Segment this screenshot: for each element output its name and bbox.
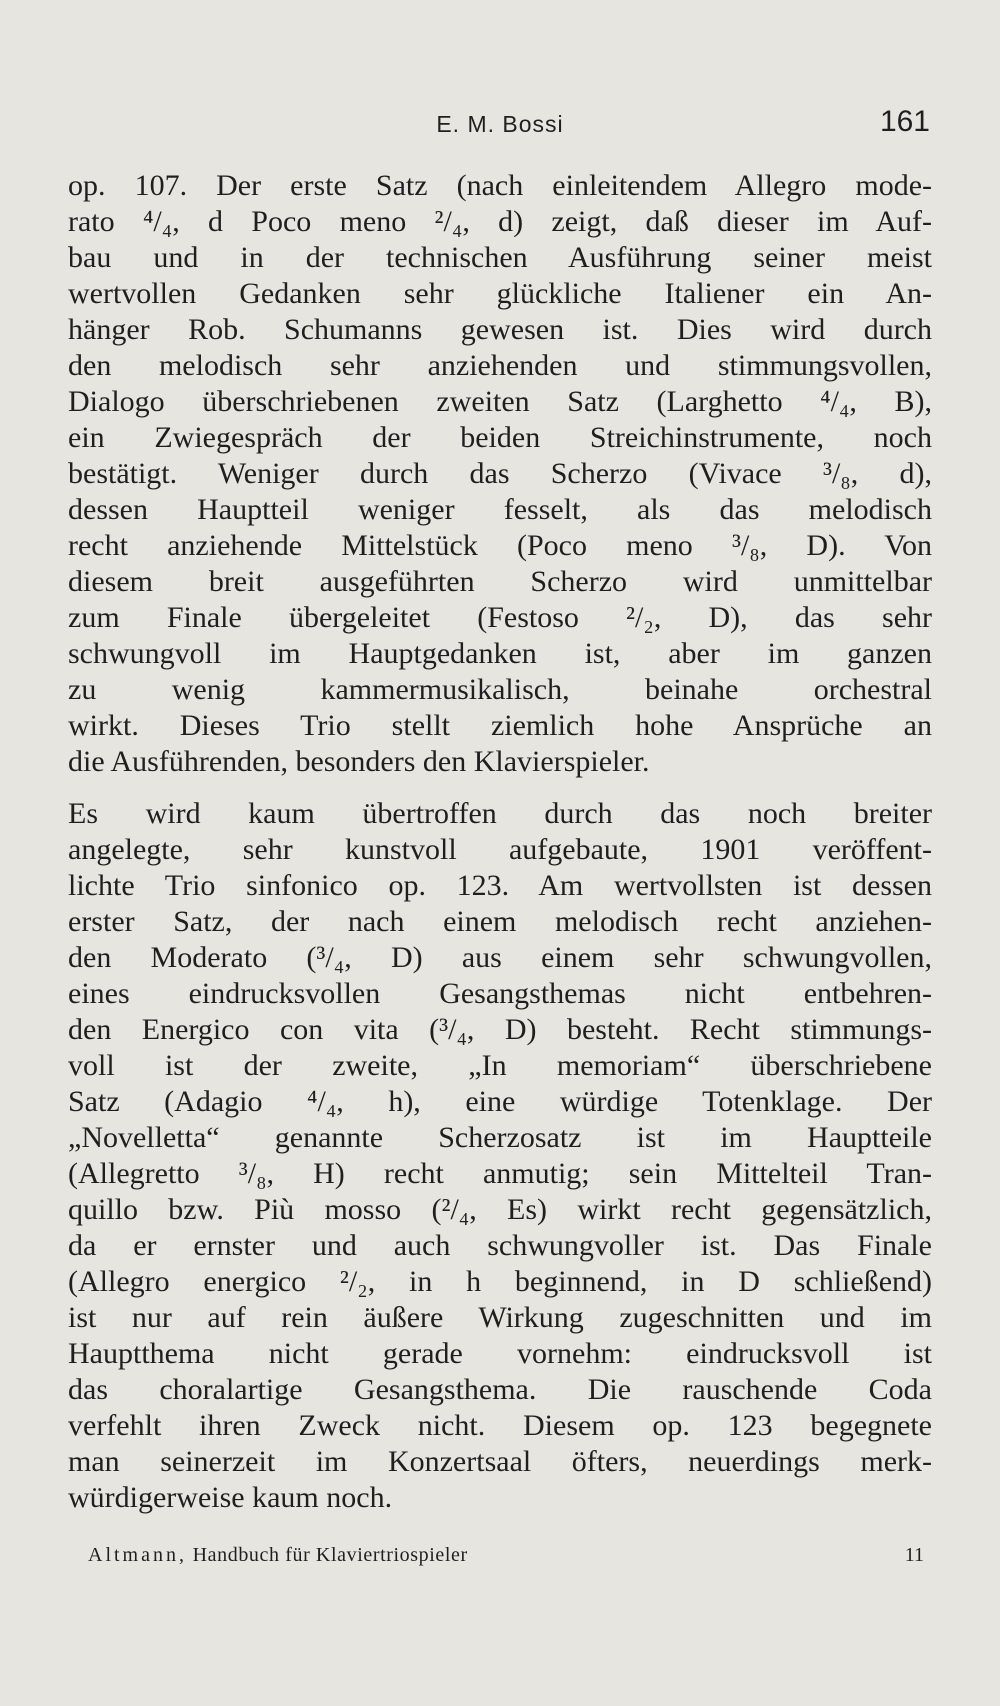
text-line: erster Satz, der nach einem melodisch recht anziehen- — [68, 905, 932, 938]
text-line: lichte Trio sinfonico op. 123. Am wertvollsten ist dessen — [68, 869, 932, 902]
text-line: schwungvoll im Hauptgedanken ist, aber im ganzen — [68, 637, 932, 670]
page-number: 161 — [879, 105, 930, 138]
text-line: (Allegro energico ²/₂, in h beginnend, in D schließend) — [68, 1265, 932, 1298]
text-line: zu wenig kammermusikalisch, beinahe orchestral — [68, 673, 932, 706]
page-footer — [88, 1544, 924, 1574]
signature-mark: 11 — [904, 1544, 924, 1566]
text-line: die Ausführenden, besonders den Klavierspieler. — [68, 745, 650, 778]
text-line: diesem breit ausgeführten Scherzo wird unmittelbar — [68, 565, 932, 598]
text-line: Hauptthema nicht gerade vornehm: eindrucksvoll ist — [68, 1337, 932, 1370]
text-line: eines eindrucksvollen Gesangsthemas nicht entbehren- — [68, 977, 932, 1010]
footer-book-title: Handbuch für Klaviertriospieler — [192, 1544, 468, 1566]
footer-author: Altmann, — [88, 1544, 187, 1566]
text-line: dessen Hauptteil weniger fesselt, als das melodisch — [68, 493, 932, 526]
footer-book-reference — [88, 1544, 468, 1567]
running-head — [68, 105, 932, 145]
text-line: man seinerzeit im Konzertsaal öfters, neuerdings merk- — [68, 1445, 932, 1478]
text-line: da er ernster und auch schwungvoller ist. Das Finale — [68, 1229, 932, 1262]
text-line: Satz (Adagio ⁴/₄, h), eine würdige Totenklage. Der — [68, 1085, 932, 1118]
text-line: zum Finale übergeleitet (Festoso ²/₂, D), das sehr — [68, 601, 932, 634]
text-line: verfehlt ihren Zweck nicht. Diesem op. 123 begegnete — [68, 1409, 932, 1442]
text-line: quillo bzw. Più mosso (²/₄, Es) wirkt recht gegensätzlich, — [68, 1193, 932, 1226]
text-line: bestätigt. Weniger durch das Scherzo (Vivace ³/₈, d), — [68, 457, 932, 490]
text-line: den Moderato (³/₄, D) aus einem sehr schwungvollen, — [68, 941, 932, 974]
paragraph-gap — [68, 780, 932, 796]
text-line: das choralartige Gesangsthema. Die rauschende Coda — [68, 1373, 932, 1406]
text-line: bau und in der technischen Ausführung seiner meist — [68, 241, 932, 274]
text-line: op. 107. Der erste Satz (nach einleitendem Allegro mode- — [68, 169, 932, 202]
text-line: angelegte, sehr kunstvoll aufgebaute, 1901 veröffent- — [68, 833, 932, 866]
text-line: recht anziehende Mittelstück (Poco meno ³/₈, D). Von — [68, 529, 932, 562]
text-line: den melodisch sehr anziehenden und stimmungsvollen, — [68, 349, 932, 382]
text-line: (Allegretto ³/₈, H) recht anmutig; sein Mittelteil Tran- — [68, 1157, 932, 1190]
text-line: den Energico con vita (³/₄, D) besteht. Recht stimmungs- — [68, 1013, 932, 1046]
text-line: rato ⁴/₄, d Poco meno ²/₄, d) zeigt, daß dieser im Auf- — [68, 205, 932, 238]
text-line: voll ist der zweite, „In memoriam“ überschriebene — [68, 1049, 932, 1082]
paragraph — [68, 168, 932, 780]
running-head-title: E. M. Bossi — [436, 111, 564, 137]
text-line: ein Zwiegespräch der beiden Streichinstrumente, noch — [68, 421, 932, 454]
text-line: „Novelletta“ genannte Scherzosatz ist im Hauptteile — [68, 1121, 932, 1154]
text-line: hänger Rob. Schumanns gewesen ist. Dies wird durch — [68, 313, 932, 346]
text-line: würdigerweise kaum noch. — [68, 1481, 393, 1514]
text-line: Dialogo überschriebenen zweiten Satz (Larghetto ⁴/₄, B), — [68, 385, 932, 418]
text-line: Es wird kaum übertroffen durch das noch breiter — [68, 797, 932, 830]
text-line: wertvollen Gedanken sehr glückliche Italiener ein An- — [68, 277, 932, 310]
paragraph — [68, 796, 932, 1516]
body-text — [68, 168, 932, 1516]
text-line: wirkt. Dieses Trio stellt ziemlich hohe Ansprüche an — [68, 709, 932, 742]
text-line: ist nur auf rein äußere Wirkung zugeschnitten und im — [68, 1301, 932, 1334]
